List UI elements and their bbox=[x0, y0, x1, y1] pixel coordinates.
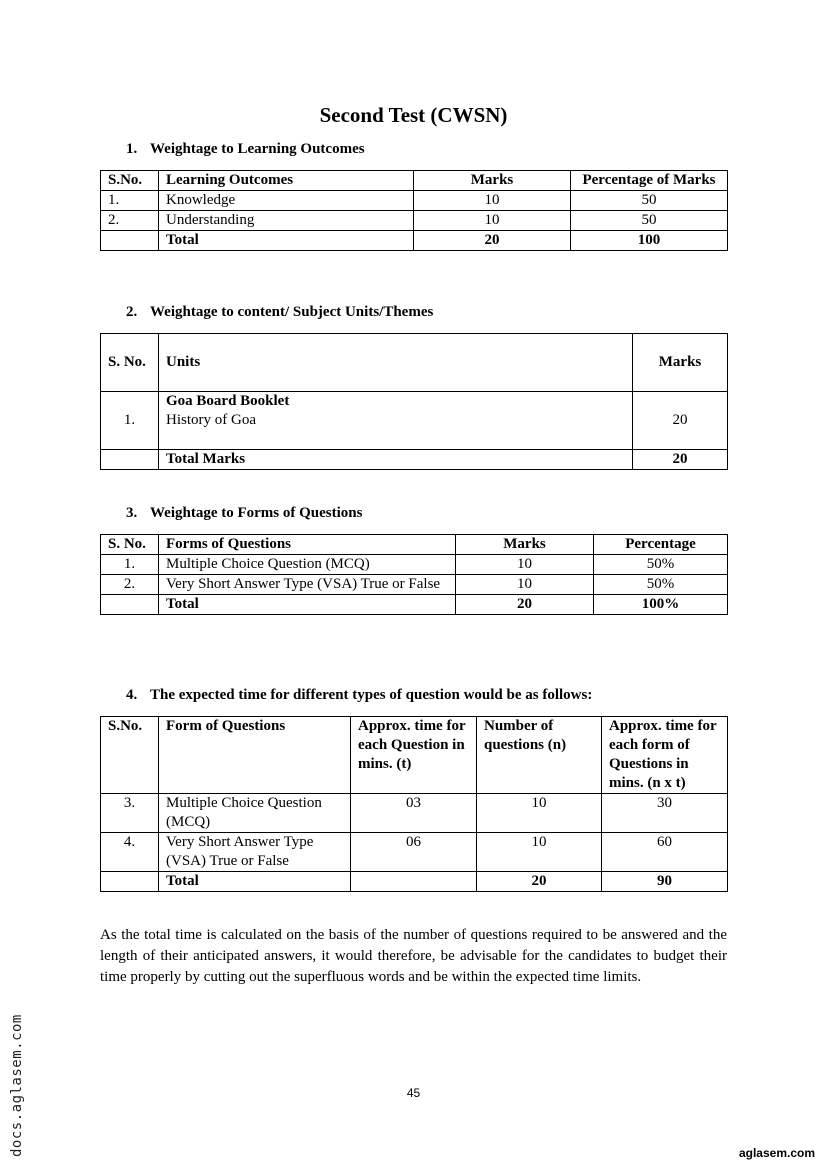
col-header-form: Form of Questions bbox=[159, 717, 351, 794]
col-header-sno: S. No. bbox=[101, 535, 159, 555]
side-watermark: docs.aglasem.com bbox=[9, 1014, 25, 1157]
page-title: Second Test (CWSN) bbox=[319, 103, 508, 127]
cell-total-time: 60 bbox=[602, 833, 728, 872]
cell-sno: 4. bbox=[101, 833, 159, 872]
cell-percent: 50 bbox=[571, 191, 728, 211]
cell-marks: 10 bbox=[456, 555, 594, 575]
cell-total-time: 30 bbox=[602, 794, 728, 833]
closing-paragraph: As the total time is calculated on the basis of the number of questions required to be answered and the length of their anticipated answers, it would therefore, be advisable for the candidates to budget their time properly by cutting out the superfluous words and be within the expected time limits. bbox=[100, 927, 727, 985]
cell-sno: 2. bbox=[101, 575, 159, 595]
col-header-percentage: Percentage of Marks bbox=[571, 171, 728, 191]
section2-number: 2. bbox=[126, 304, 138, 320]
table-row bbox=[101, 392, 728, 450]
cell-sno: 1. bbox=[101, 555, 159, 575]
total-marks: 20 bbox=[414, 231, 571, 251]
cell-empty bbox=[351, 872, 477, 892]
section2-heading bbox=[126, 303, 433, 322]
cell-form: Multiple Choice Question (MCQ) bbox=[159, 794, 351, 833]
col-header-forms: Forms of Questions bbox=[159, 535, 456, 555]
table-row bbox=[101, 191, 728, 211]
forms-of-questions-table bbox=[100, 534, 728, 615]
col-header-marks: Marks bbox=[414, 171, 571, 191]
cell-count: 10 bbox=[477, 794, 602, 833]
total-percent: 100% bbox=[594, 595, 728, 615]
section4-number: 4. bbox=[126, 687, 138, 703]
corner-watermark: aglasem.com bbox=[738, 1146, 815, 1160]
total-label: Total bbox=[159, 872, 351, 892]
section4-heading bbox=[126, 686, 592, 705]
table-row bbox=[101, 211, 728, 231]
col-header-units: Units bbox=[159, 334, 633, 392]
col-header-sno: S. No. bbox=[101, 334, 159, 392]
content-units-table bbox=[100, 333, 728, 470]
learning-outcomes-table bbox=[100, 170, 728, 251]
col-header-sno: S.No. bbox=[101, 717, 159, 794]
table-row bbox=[101, 555, 728, 575]
cell-sno: 1. bbox=[101, 392, 159, 450]
expected-time-table bbox=[100, 716, 728, 892]
table-header-row bbox=[101, 171, 728, 191]
cell-sno: 1. bbox=[101, 191, 159, 211]
total-row bbox=[101, 231, 728, 251]
col-header-percentage: Percentage bbox=[594, 535, 728, 555]
cell-percent: 50 bbox=[571, 211, 728, 231]
total-count: 20 bbox=[477, 872, 602, 892]
total-time: 90 bbox=[602, 872, 728, 892]
cell-form: Very Short Answer Type (VSA) True or False bbox=[159, 575, 456, 595]
cell-count: 10 bbox=[477, 833, 602, 872]
cell-form: Very Short Answer Type (VSA) True or False bbox=[159, 833, 351, 872]
cell-sno: 3. bbox=[101, 794, 159, 833]
section1-heading bbox=[126, 140, 365, 159]
total-marks: 20 bbox=[456, 595, 594, 615]
col-header-outcomes: Learning Outcomes bbox=[159, 171, 414, 191]
total-row bbox=[101, 595, 728, 615]
section4-title: The expected time for different types of question would be as follows: bbox=[150, 687, 593, 703]
total-marks: 20 bbox=[633, 450, 728, 470]
table-header-row bbox=[101, 535, 728, 555]
total-percent: 100 bbox=[571, 231, 728, 251]
table-header-row bbox=[101, 717, 728, 794]
total-label: Total Marks bbox=[159, 450, 633, 470]
cell-sno: 2. bbox=[101, 211, 159, 231]
cell-outcome: Knowledge bbox=[159, 191, 414, 211]
cell-empty bbox=[101, 450, 159, 470]
cell-time: 03 bbox=[351, 794, 477, 833]
total-row bbox=[101, 450, 728, 470]
cell-marks: 10 bbox=[414, 211, 571, 231]
col-header-marks: Marks bbox=[456, 535, 594, 555]
table-row bbox=[101, 833, 728, 872]
section2-title: Weightage to content/ Subject Units/Themes bbox=[150, 304, 434, 320]
cell-marks: 10 bbox=[414, 191, 571, 211]
cell-empty bbox=[101, 231, 159, 251]
col-header-sno: S.No. bbox=[101, 171, 159, 191]
page-number: 45 bbox=[406, 1086, 421, 1100]
col-header-total-time: Approx. time for each form of Questions in mins. (n x t) bbox=[602, 717, 728, 794]
cell-marks: 20 bbox=[633, 392, 728, 450]
table-row bbox=[101, 794, 728, 833]
cell-form: Multiple Choice Question (MCQ) bbox=[159, 555, 456, 575]
cell-percent: 50% bbox=[594, 575, 728, 595]
cell-unit bbox=[159, 392, 633, 450]
section3-title: Weightage to Forms of Questions bbox=[150, 505, 363, 521]
cell-empty bbox=[101, 595, 159, 615]
section3-heading bbox=[126, 504, 362, 523]
cell-time: 06 bbox=[351, 833, 477, 872]
section1-title: Weightage to Learning Outcomes bbox=[150, 141, 365, 157]
table-row bbox=[101, 575, 728, 595]
col-header-marks: Marks bbox=[633, 334, 728, 392]
total-label: Total bbox=[159, 595, 456, 615]
total-row bbox=[101, 872, 728, 892]
cell-marks: 10 bbox=[456, 575, 594, 595]
section1-number: 1. bbox=[126, 141, 138, 157]
cell-outcome: Understanding bbox=[159, 211, 414, 231]
unit-title: Goa Board Booklet bbox=[166, 393, 290, 409]
cell-percent: 50% bbox=[594, 555, 728, 575]
table-header-row bbox=[101, 334, 728, 392]
section3-number: 3. bbox=[126, 505, 138, 521]
col-header-time: Approx. time for each Question in mins. (t) bbox=[351, 717, 477, 794]
col-header-count: Number of questions (n) bbox=[477, 717, 602, 794]
unit-subtitle: History of Goa bbox=[166, 412, 256, 428]
cell-empty bbox=[101, 872, 159, 892]
total-label: Total bbox=[159, 231, 414, 251]
